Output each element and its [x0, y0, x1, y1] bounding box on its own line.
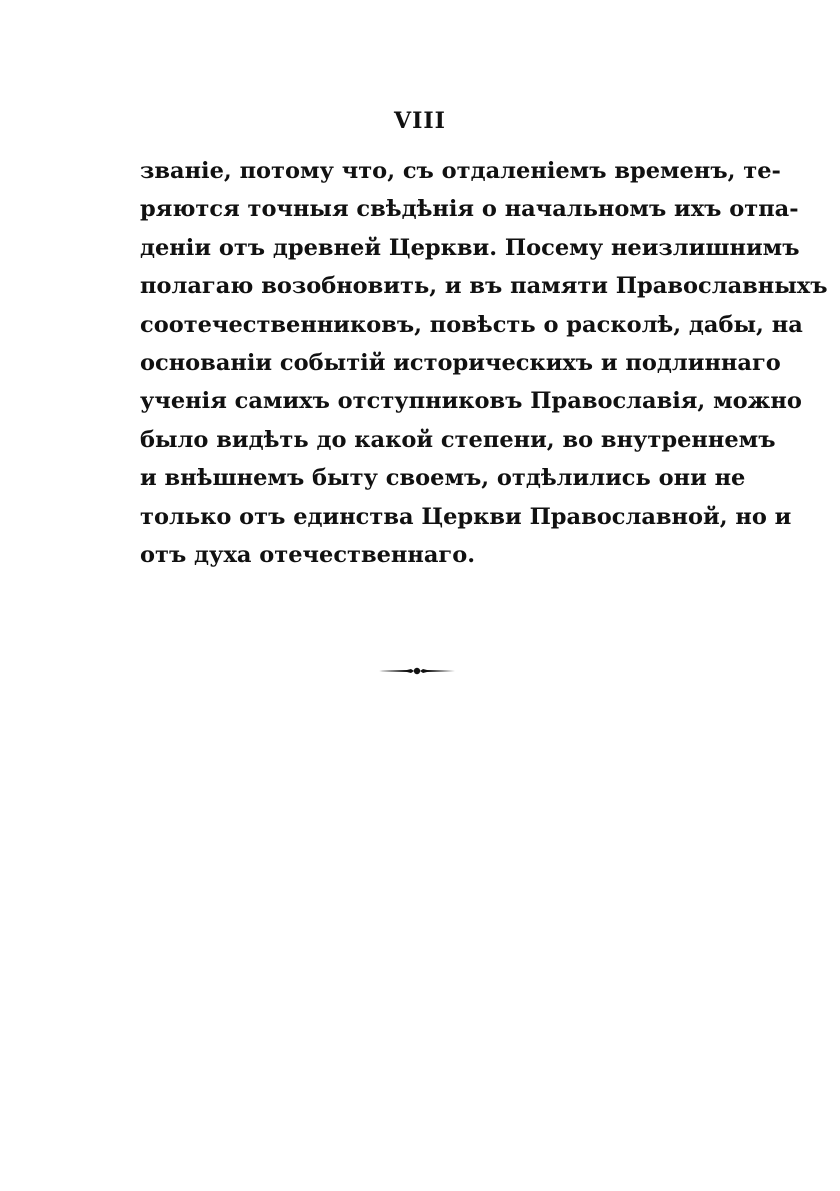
ornament-flourish-icon	[377, 664, 457, 678]
text-line-last: отъ духа отечественнаго.	[140, 541, 476, 568]
text-line: ряются точныя свѣдѣнія о начальномъ ихъ отпа-	[140, 196, 799, 223]
text-line: только отъ единства Церкви Православной, но и	[140, 503, 792, 530]
text-line: званіе, потому что, съ отдаленіемъ временъ, те-	[140, 158, 781, 184]
text-line: деніи отъ древней Церкви. Посему неизлишнимъ	[140, 234, 800, 261]
text-line: полагаю возобновить, и въ памяти Православныхъ	[140, 273, 828, 300]
page-number: VIII	[394, 108, 446, 134]
text-line: соотечественниковъ, повѣсть о расколѣ, дабы, на	[140, 311, 803, 338]
text-line: основаніи событій историческихъ и подлиннаго	[140, 349, 781, 376]
body-text	[140, 152, 828, 574]
text-line: ученія самихъ отступниковъ Православія, можно	[140, 388, 802, 415]
text-line: и внѣшнемъ быту своемъ, отдѣлились они не	[140, 465, 746, 492]
text-line: было видѣть до какой степени, во внутреннемъ	[140, 426, 776, 453]
